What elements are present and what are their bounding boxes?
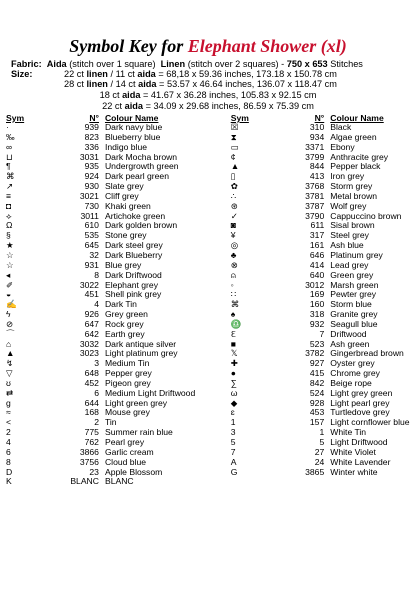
dmc-number: 930 [84, 181, 99, 192]
symbol: ∷ [230, 289, 237, 300]
dmc-number: 3781 [305, 190, 325, 201]
colour-name: Cloud blue [104, 456, 147, 467]
dmc-number: 5 [319, 437, 325, 447]
dmc-number: 762 [84, 437, 99, 447]
symbol: ∑ [230, 377, 237, 388]
dmc-number: 3799 [305, 151, 325, 162]
page-title [0, 36, 416, 56]
colour-name: Rock grey [104, 318, 144, 329]
symbol: ✓ [230, 210, 238, 221]
colour-name: Ebony [330, 141, 355, 152]
dmc-number: 317 [309, 230, 325, 241]
dmc-number: 23 [89, 466, 99, 477]
symbol: · [6, 122, 9, 132]
symbol: ↯ [6, 358, 14, 369]
dmc-number: 927 [309, 358, 325, 369]
colour-name: Dark Blueberry [104, 249, 163, 260]
dmc-number: 932 [309, 318, 325, 329]
colour-name: Pepper grey [104, 368, 152, 379]
dmc-number: 3023 [79, 348, 99, 359]
colour-name: Mouse grey [104, 407, 150, 418]
symbol: ■ [230, 338, 236, 349]
dmc-number: 642 [84, 328, 99, 339]
colour-name: Chrome grey [330, 368, 380, 379]
colour-name: Dark navy blue [104, 122, 163, 132]
stitch-count: 750 x 653 [286, 59, 328, 69]
symbol: ↗ [6, 181, 14, 192]
dmc-number: 523 [309, 338, 325, 349]
dmc-number: 2 [94, 417, 99, 428]
colour-name: Indigo blue [104, 141, 148, 152]
symbol: ▽ [6, 368, 13, 379]
colour-name: Dark steel grey [104, 240, 163, 251]
dmc-number: 611 [310, 220, 325, 231]
colour-name: Lead grey [330, 259, 369, 270]
symbol: ✐ [6, 279, 14, 290]
symbol: A [230, 456, 237, 467]
colour-name: Dark Tin [104, 299, 137, 310]
colour-name: Storm blue [330, 299, 372, 310]
colour-name: Blue grey [104, 259, 142, 270]
dmc-number: 844 [309, 161, 325, 172]
dmc-number: 415 [309, 368, 325, 379]
symbol: ● [230, 368, 236, 379]
dmc-number: 648 [84, 368, 99, 379]
header-colour-name: Colour Name [104, 113, 159, 123]
dmc-number: 939 [84, 122, 99, 132]
colour-name: Beige rope [330, 377, 372, 388]
colour-name: Grey green [104, 309, 148, 320]
dmc-number: 647 [84, 318, 99, 329]
key-header-row [0, 113, 416, 123]
colour-name: Steel grey [330, 230, 369, 241]
dmc-number: 931 [84, 259, 99, 270]
symbol: ◎ [230, 240, 239, 251]
dmc-number: 3022 [79, 279, 99, 290]
fabric-label: Fabric: [11, 59, 42, 69]
dmc-number: 7 [319, 328, 325, 339]
symbol: g [6, 397, 11, 408]
colour-name: Blueberry blue [104, 131, 161, 142]
colour-name: Driftwood [330, 328, 367, 339]
dmc-number: 935 [84, 161, 99, 172]
symbol: ⇄ [6, 387, 14, 398]
colour-name: Pigeon grey [104, 377, 151, 388]
colour-name: Dark Driftwood [104, 269, 162, 280]
colour-name: Turtledove grey [330, 407, 390, 418]
colour-name [330, 477, 416, 487]
symbol: ▭ [230, 141, 239, 152]
dmc-number: 3865 [305, 466, 325, 477]
colour-name: Gingerbread brown [330, 348, 404, 359]
dmc-number: 610 [84, 220, 99, 231]
symbol: ♠ [230, 309, 236, 320]
dmc-number: BLANC [70, 476, 99, 487]
dmc-number: 451 [84, 289, 99, 300]
dmc-number: 32 [89, 249, 99, 260]
fabric-aida: Aida [46, 59, 67, 69]
colour-name: Marsh green [330, 279, 379, 290]
symbol-key-table [0, 113, 416, 487]
colour-name: Light Driftwood [330, 437, 388, 447]
symbol: ◂ [6, 269, 11, 280]
colour-name: Dark Mocha brown [104, 151, 178, 162]
symbol: ▯ [230, 171, 236, 182]
dmc-number: 4 [94, 299, 99, 310]
colour-name: Tin [104, 417, 117, 428]
dmc-number: 169 [309, 289, 325, 300]
dmc-number: 6 [94, 387, 99, 398]
fabric-aida-note: (stitch over 1 square) [69, 59, 156, 69]
symbol: 8 [6, 456, 11, 467]
header-colour-name-2: Colour Name [330, 113, 384, 123]
colour-name: Summer rain blue [104, 427, 173, 438]
colour-name: Apple Blossom [104, 466, 163, 477]
symbol: ▲ [230, 161, 240, 172]
symbol: ⌘ [230, 299, 240, 310]
dmc-number: 775 [84, 427, 99, 438]
symbol: ♎ [230, 318, 242, 329]
colour-name: Khaki green [104, 200, 151, 211]
dmc-number: 924 [84, 171, 99, 182]
dmc-number: 157 [309, 417, 325, 428]
colour-name: Light platinum grey [104, 348, 178, 359]
dmc-number: 168 [84, 407, 99, 418]
colour-name: Pearl grey [104, 437, 145, 447]
dmc-number: 24 [314, 456, 325, 467]
symbol: ◒ [6, 289, 12, 300]
symbol: ★ [6, 240, 14, 251]
colour-name: Dark pearl green [104, 171, 169, 182]
dmc-number: 646 [309, 249, 325, 260]
symbol: ◙ [230, 220, 236, 231]
colour-name: White Tin [330, 427, 367, 438]
dmc-number: 8 [94, 269, 99, 280]
colour-name: Platinum grey [330, 249, 383, 260]
colour-name: Garlic cream [104, 446, 154, 457]
colour-name: Stone grey [104, 230, 147, 241]
colour-name: Light grey green [330, 387, 393, 398]
dmc-number: 452 [84, 377, 99, 388]
colour-name: Winter white [330, 466, 378, 477]
symbol: 7 [230, 446, 236, 457]
dmc-number: 3012 [305, 279, 325, 290]
dmc-number: 934 [309, 131, 325, 142]
colour-name: Wolf grey [330, 200, 367, 211]
symbol: ▲ [6, 348, 15, 359]
colour-name: Cliff grey [104, 190, 139, 201]
colour-name: Sisal brown [330, 220, 375, 231]
symbol: G [230, 466, 238, 477]
colour-name: Anthracite grey [330, 151, 389, 162]
dmc-number: 161 [309, 240, 325, 251]
colour-name: Light cornflower blue [330, 417, 410, 428]
symbol: ϟ [6, 309, 11, 320]
dmc-number: 310 [309, 122, 325, 132]
symbol: ≡ [6, 190, 12, 201]
colour-name: Medium Light Driftwood [104, 387, 196, 398]
colour-name: BLANC [104, 476, 134, 487]
colour-name: Metal brown [330, 190, 378, 201]
size-line-4: 22 ct aida = 34.09 x 29.68 inches, 86.59 x 75.39 cm [102, 101, 314, 111]
colour-name: Artichoke green [104, 210, 166, 221]
symbol: D [6, 466, 13, 477]
colour-name: White Violet [330, 446, 376, 457]
dmc-number: 160 [309, 299, 325, 310]
dmc-number: 3371 [305, 141, 325, 152]
colour-name: Iron grey [330, 171, 365, 182]
colour-name: Ash green [330, 338, 370, 349]
dmc-number: 3866 [79, 446, 99, 457]
colour-name: Elephant grey [104, 279, 158, 290]
symbol: ʊ [6, 377, 11, 388]
dmc-number: 318 [309, 309, 325, 320]
symbol: ⊗ [230, 259, 238, 270]
colour-name: Green grey [330, 269, 374, 280]
symbol: ⌒ [6, 328, 15, 339]
colour-name: Oyster grey [330, 358, 375, 369]
dmc-number: 453 [309, 407, 325, 418]
symbol: ⟡ [6, 210, 12, 221]
symbol: ♣ [230, 249, 237, 260]
header-sym-2: Sym [230, 113, 249, 123]
symbol: 6 [6, 446, 11, 457]
dmc-number: 644 [84, 397, 99, 408]
symbol: ⊔ [6, 151, 13, 162]
dmc-number: 842 [309, 377, 325, 388]
symbol: ◆ [230, 397, 238, 408]
dmc-number: 27 [314, 446, 325, 457]
colour-name: Storm grey [330, 181, 373, 192]
dmc-number: 336 [84, 141, 99, 152]
symbol: ⧗ [230, 131, 237, 142]
colour-name: Earth grey [104, 328, 145, 339]
symbol: 5 [230, 437, 236, 447]
size-line-3: 18 ct aida = 41.67 x 36.28 inches, 105.83 x 92.15 cm [99, 90, 317, 100]
table-row [0, 468, 416, 478]
symbol: 2 [6, 427, 11, 438]
colour-name: Pewter grey [330, 289, 377, 300]
header-num-2: N° [314, 113, 325, 123]
dmc-number: 524 [309, 387, 325, 398]
symbol: ω [230, 387, 238, 398]
symbol: ¥ [230, 230, 236, 241]
symbol: ✿ [230, 181, 238, 192]
colour-name: Medium Tin [104, 358, 150, 369]
dmc-number: 3782 [305, 348, 325, 359]
stitch-word: Stitches [330, 59, 363, 69]
symbol: ☆ [6, 259, 14, 270]
symbol: Ω [6, 220, 13, 231]
colour-name: Light pearl grey [330, 397, 390, 408]
colour-name: Dark antique silver [104, 338, 177, 349]
symbol: ℇ [230, 328, 236, 339]
dmc-number: 3756 [79, 456, 99, 467]
symbol: ‰ [6, 131, 15, 142]
colour-name: Algae green [330, 131, 377, 142]
symbol: ✚ [230, 358, 238, 369]
symbol: 4 [6, 437, 11, 447]
dmc-number: 413 [309, 171, 325, 182]
symbol: ⌘ [6, 171, 15, 182]
dmc-number: 3031 [79, 151, 99, 162]
colour-name: Light green grey [104, 397, 168, 408]
colour-name: Undergrowth green [104, 161, 179, 172]
fabric-linen-note: (stitch over 2 squares) - [187, 59, 285, 69]
symbol: ∴ [230, 190, 237, 201]
symbol: § [6, 230, 11, 241]
symbol: 1 [230, 417, 236, 428]
symbol: ◦ [230, 279, 234, 290]
symbol: ∞ [6, 141, 13, 152]
symbol: ◘ [6, 200, 12, 211]
symbol: ☆ [6, 249, 14, 260]
dmc-number: 414 [309, 259, 325, 270]
symbol: ¶ [6, 161, 11, 172]
symbol: 𝕏 [230, 348, 238, 359]
colour-name: Shell pink grey [104, 289, 162, 300]
colour-name: Ash blue [330, 240, 364, 251]
colour-name: Cappuccino brown [330, 210, 402, 221]
dmc-number: 3032 [79, 338, 99, 349]
symbol: 3 [230, 427, 236, 438]
title-pattern-name: Elephant Shower (xl) [187, 36, 347, 56]
colour-name: Granite grey [330, 309, 378, 320]
dmc-number: 928 [309, 397, 325, 408]
symbol: ⍝ [230, 269, 236, 280]
header-sym: Sym [6, 113, 25, 123]
fabric-linen: Linen [160, 59, 186, 69]
symbol: ✍ [6, 299, 17, 310]
symbol: ɛ [230, 407, 235, 418]
dmc-number: 535 [84, 230, 99, 241]
symbol: ⊛ [230, 200, 238, 211]
dmc-number [267, 477, 330, 487]
dmc-number: 3768 [305, 181, 325, 192]
title-prefix: Symbol Key for [69, 36, 184, 56]
colour-name: Dark golden brown [104, 220, 178, 231]
symbol [201, 477, 267, 487]
header-num: N° [89, 113, 99, 123]
symbol: < [6, 417, 12, 428]
symbol: ⌂ [6, 338, 12, 349]
symbol: ☒ [230, 122, 239, 132]
colour-name: Black [330, 122, 352, 132]
size-label: Size: [11, 69, 33, 79]
dmc-number: 3021 [79, 190, 99, 201]
symbol: ⊘ [6, 318, 14, 329]
dmc-number: 1 [319, 427, 325, 438]
dmc-number: 926 [84, 309, 99, 320]
symbol: K [6, 476, 12, 487]
colour-name: White Lavender [330, 456, 391, 467]
table-row [0, 477, 416, 487]
symbol: ¢ [230, 151, 236, 162]
dmc-number: 3011 [80, 210, 99, 221]
symbol: ≈ [6, 407, 11, 418]
colour-name: Seagull blue [330, 318, 378, 329]
dmc-number: 823 [84, 131, 99, 142]
dmc-number: 645 [84, 240, 99, 251]
dmc-number: 640 [309, 269, 325, 280]
colour-name: Pepper black [330, 161, 381, 172]
colour-name: Slate grey [104, 181, 144, 192]
dmc-number: 3790 [305, 210, 325, 221]
dmc-number: 3 [94, 358, 99, 369]
dmc-number: 730 [84, 200, 99, 211]
dmc-number: 3787 [305, 200, 325, 211]
